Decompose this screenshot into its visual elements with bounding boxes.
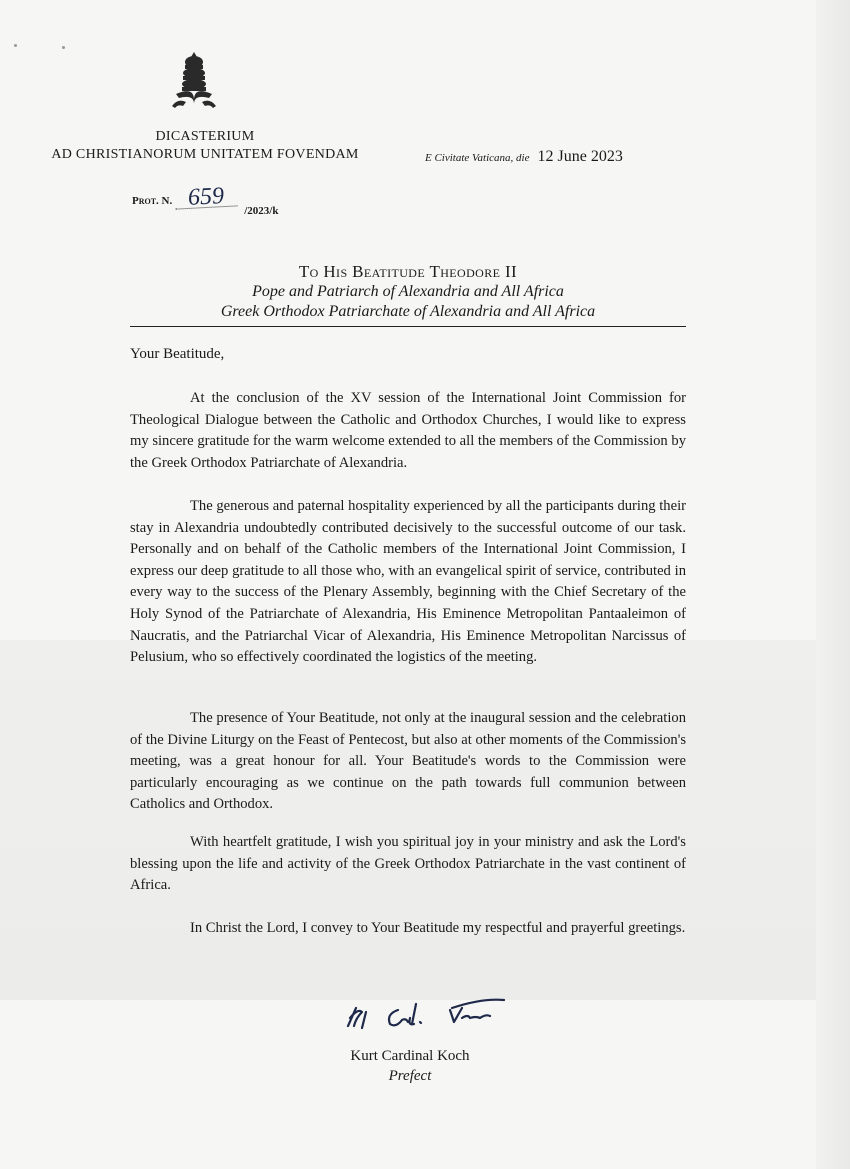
dicastery-heading <box>40 128 370 164</box>
closing-paragraph: In Christ the Lord, I convey to Your Beatitude my respectful and prayerful greetings. <box>190 920 686 936</box>
divider <box>130 326 686 327</box>
scan-edge <box>816 0 850 1169</box>
protocol-label: Prot. N. <box>132 195 173 207</box>
addressee-title: Pope and Patriarch of Alexandria and All Africa <box>252 283 564 300</box>
addressee-block <box>130 262 686 322</box>
dicasterium-subtitle: AD CHRISTIANORUM UNITATEM FOVENDAM <box>51 147 359 162</box>
signer-block <box>330 1046 490 1086</box>
dicasterium-title: DICASTERIUM <box>155 129 255 144</box>
protocol-number: 659 <box>175 185 238 209</box>
place-label: E Civitate Vaticana, die <box>425 152 530 164</box>
body-paragraph: The presence of Your Beatitude, not only at the inaugural session and the celebration of the Divine Liturgy on the Feast of Pentecost, but also at other moments of the Commission's meeting, was a great honour for all. Your Beatitude's words to the Commission were particularly encouraging as we continue on the path towards full communion between Catholics and Orthodox. <box>130 710 686 813</box>
body-paragraph: The generous and paternal hospitality experienced by all the participants during their stay in Alexandria undoubtedly contributed decisively to the successful outcome of our task. Personally and on behalf of the Catholic members of the International Joint Commission, I express our deep gratitude to all those who, with an evangelical spirit of service, contributed in every way to the success of the Plenary Assembly, beginning with the Chief Secretary of the Holy Synod of the Patriarchate of Alexandria, His Eminence Metropolitan Pantaaleimon of Naucratis, and the Patriarchal Vicar of Alexandria, His Eminence Metropolitan Narcissus of Pelusium, who so effectively coordinated the logistics of the meeting. <box>130 498 686 666</box>
addressee-name: To His Beatitude Theodore II <box>298 262 518 281</box>
body-paragraph: At the conclusion of the XV session of the International Joint Commission for Theological Dialogue between the Catholic and Orthodox Churches, I would like to express my sincere gratitude for the warm welcome extended to all the members of the Commission by the Greek Orthodox Patriarchate of Alexandria. <box>130 390 686 471</box>
handwritten-signature <box>340 994 510 1036</box>
scan-shading <box>0 640 850 1000</box>
salutation: Your Beatitude, <box>130 346 225 362</box>
scan-speck <box>14 44 17 47</box>
signer-role: Prefect <box>388 1068 432 1084</box>
place-date <box>425 148 623 166</box>
body-paragraph: With heartfelt gratitude, I wish you spiritual joy in your ministry and ask the Lord's blessing upon the life and activity of the Greek Orthodox Patriarchate in the vast continent of Africa. <box>130 834 686 894</box>
protocol-number-line <box>132 183 279 217</box>
scan-speck <box>62 46 65 49</box>
papal-crest-icon <box>166 50 222 112</box>
addressee-office: Greek Orthodox Patriarchate of Alexandria and All Africa <box>220 303 596 320</box>
signer-name: Kurt Cardinal Koch <box>350 1048 470 1064</box>
protocol-suffix: /2023/k <box>244 205 279 217</box>
letter-date: 12 June 2023 <box>537 148 623 165</box>
